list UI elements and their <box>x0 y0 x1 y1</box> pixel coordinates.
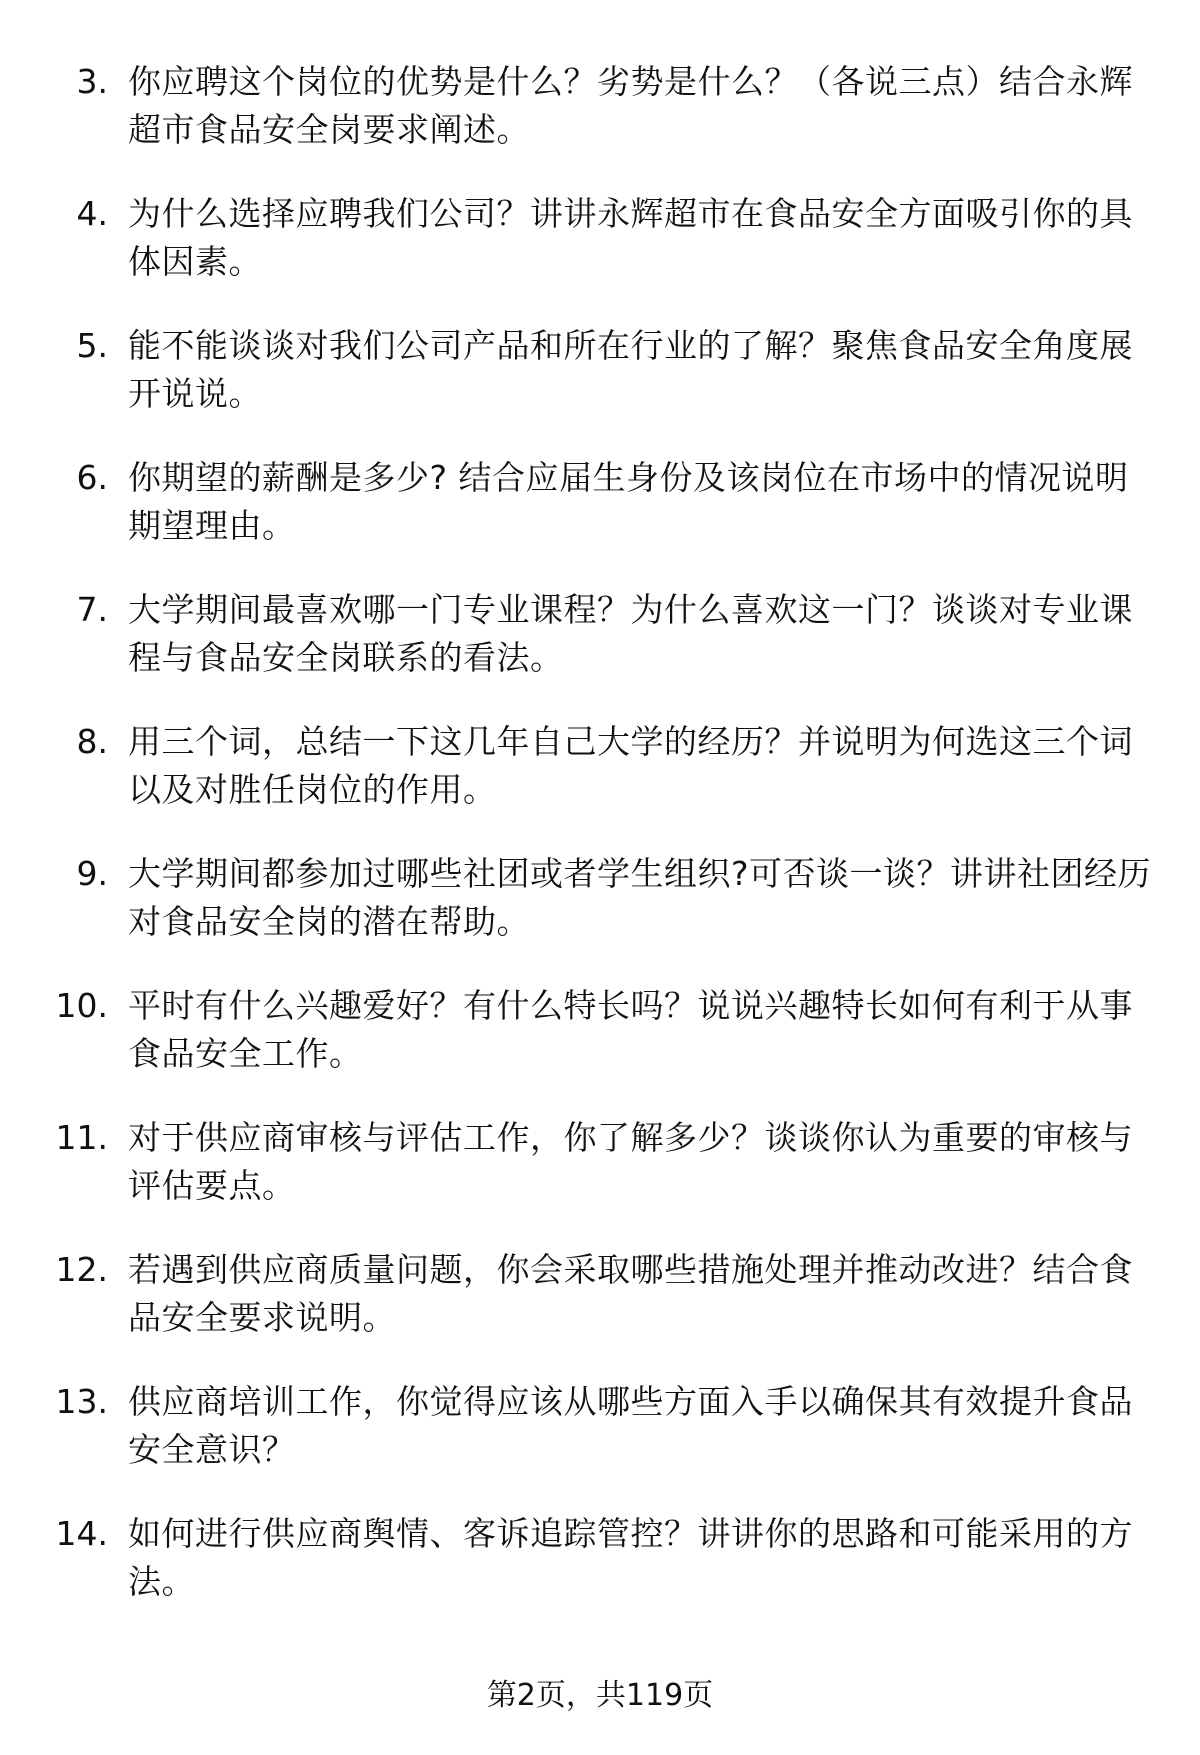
question-number: 12. <box>55 1250 108 1289</box>
list-item <box>0 976 1200 1108</box>
question-number: 11. <box>55 1118 108 1157</box>
question-text: 如何进行供应商舆情、客诉追踪管控？讲讲你的思路和可能采用的方法。 <box>128 1514 1133 1601</box>
list-item <box>0 1372 1200 1504</box>
question-number: 8. <box>76 722 108 761</box>
question-number: 10. <box>55 986 108 1025</box>
question-number: 14. <box>55 1514 108 1553</box>
list-item <box>0 1108 1200 1240</box>
question-number: 4. <box>76 194 108 233</box>
question-text: 平时有什么兴趣爱好？有什么特长吗？说说兴趣特长如何有利于从事食品安全工作。 <box>128 986 1133 1073</box>
question-text: 大学期间都参加过哪些社团或者学生组织?可否谈一谈？讲讲社团经历对食品安全岗的潜在帮助。 <box>128 854 1152 941</box>
question-text: 对于供应商审核与评估工作，你了解多少？谈谈你认为重要的审核与评估要点。 <box>128 1118 1133 1205</box>
question-text: 用三个词，总结一下这几年自己大学的经历？并说明为何选这三个词以及对胜任岗位的作用。 <box>128 722 1133 809</box>
question-text: 若遇到供应商质量问题，你会采取哪些措施处理并推动改进？结合食品安全要求说明。 <box>128 1250 1133 1337</box>
list-item <box>0 580 1200 712</box>
list-item <box>0 844 1200 976</box>
question-number: 7. <box>76 590 108 629</box>
question-text: 能不能谈谈对我们公司产品和所在行业的了解？聚焦食品安全角度展开说说。 <box>128 326 1133 413</box>
question-text: 你应聘这个岗位的优势是什么？劣势是什么？（各说三点）结合永辉超市食品安全岗要求阐述。 <box>128 62 1133 149</box>
question-number: 5. <box>76 326 108 365</box>
question-text: 供应商培训工作，你觉得应该从哪些方面入手以确保其有效提升食品安全意识？ <box>128 1382 1133 1469</box>
page-number-footer: 第2页，共119页 <box>486 1678 714 1713</box>
list-item <box>0 184 1200 316</box>
question-number: 13. <box>55 1382 108 1421</box>
list-item <box>0 1504 1200 1636</box>
list-item <box>0 316 1200 448</box>
question-list <box>0 52 1200 1636</box>
list-item <box>0 1240 1200 1372</box>
list-item <box>0 52 1200 184</box>
question-number: 6. <box>76 458 108 497</box>
list-item <box>0 448 1200 580</box>
question-text: 你期望的薪酬是多少? 结合应届生身份及该岗位在市场中的情况说明期望理由。 <box>128 458 1129 545</box>
list-item <box>0 712 1200 844</box>
question-number: 3. <box>76 62 108 101</box>
question-text: 大学期间最喜欢哪一门专业课程？为什么喜欢这一门？谈谈对专业课程与食品安全岗联系的看法。 <box>128 590 1133 677</box>
question-number: 9. <box>76 854 108 893</box>
question-text: 为什么选择应聘我们公司？讲讲永辉超市在食品安全方面吸引你的具体因素。 <box>128 194 1133 281</box>
